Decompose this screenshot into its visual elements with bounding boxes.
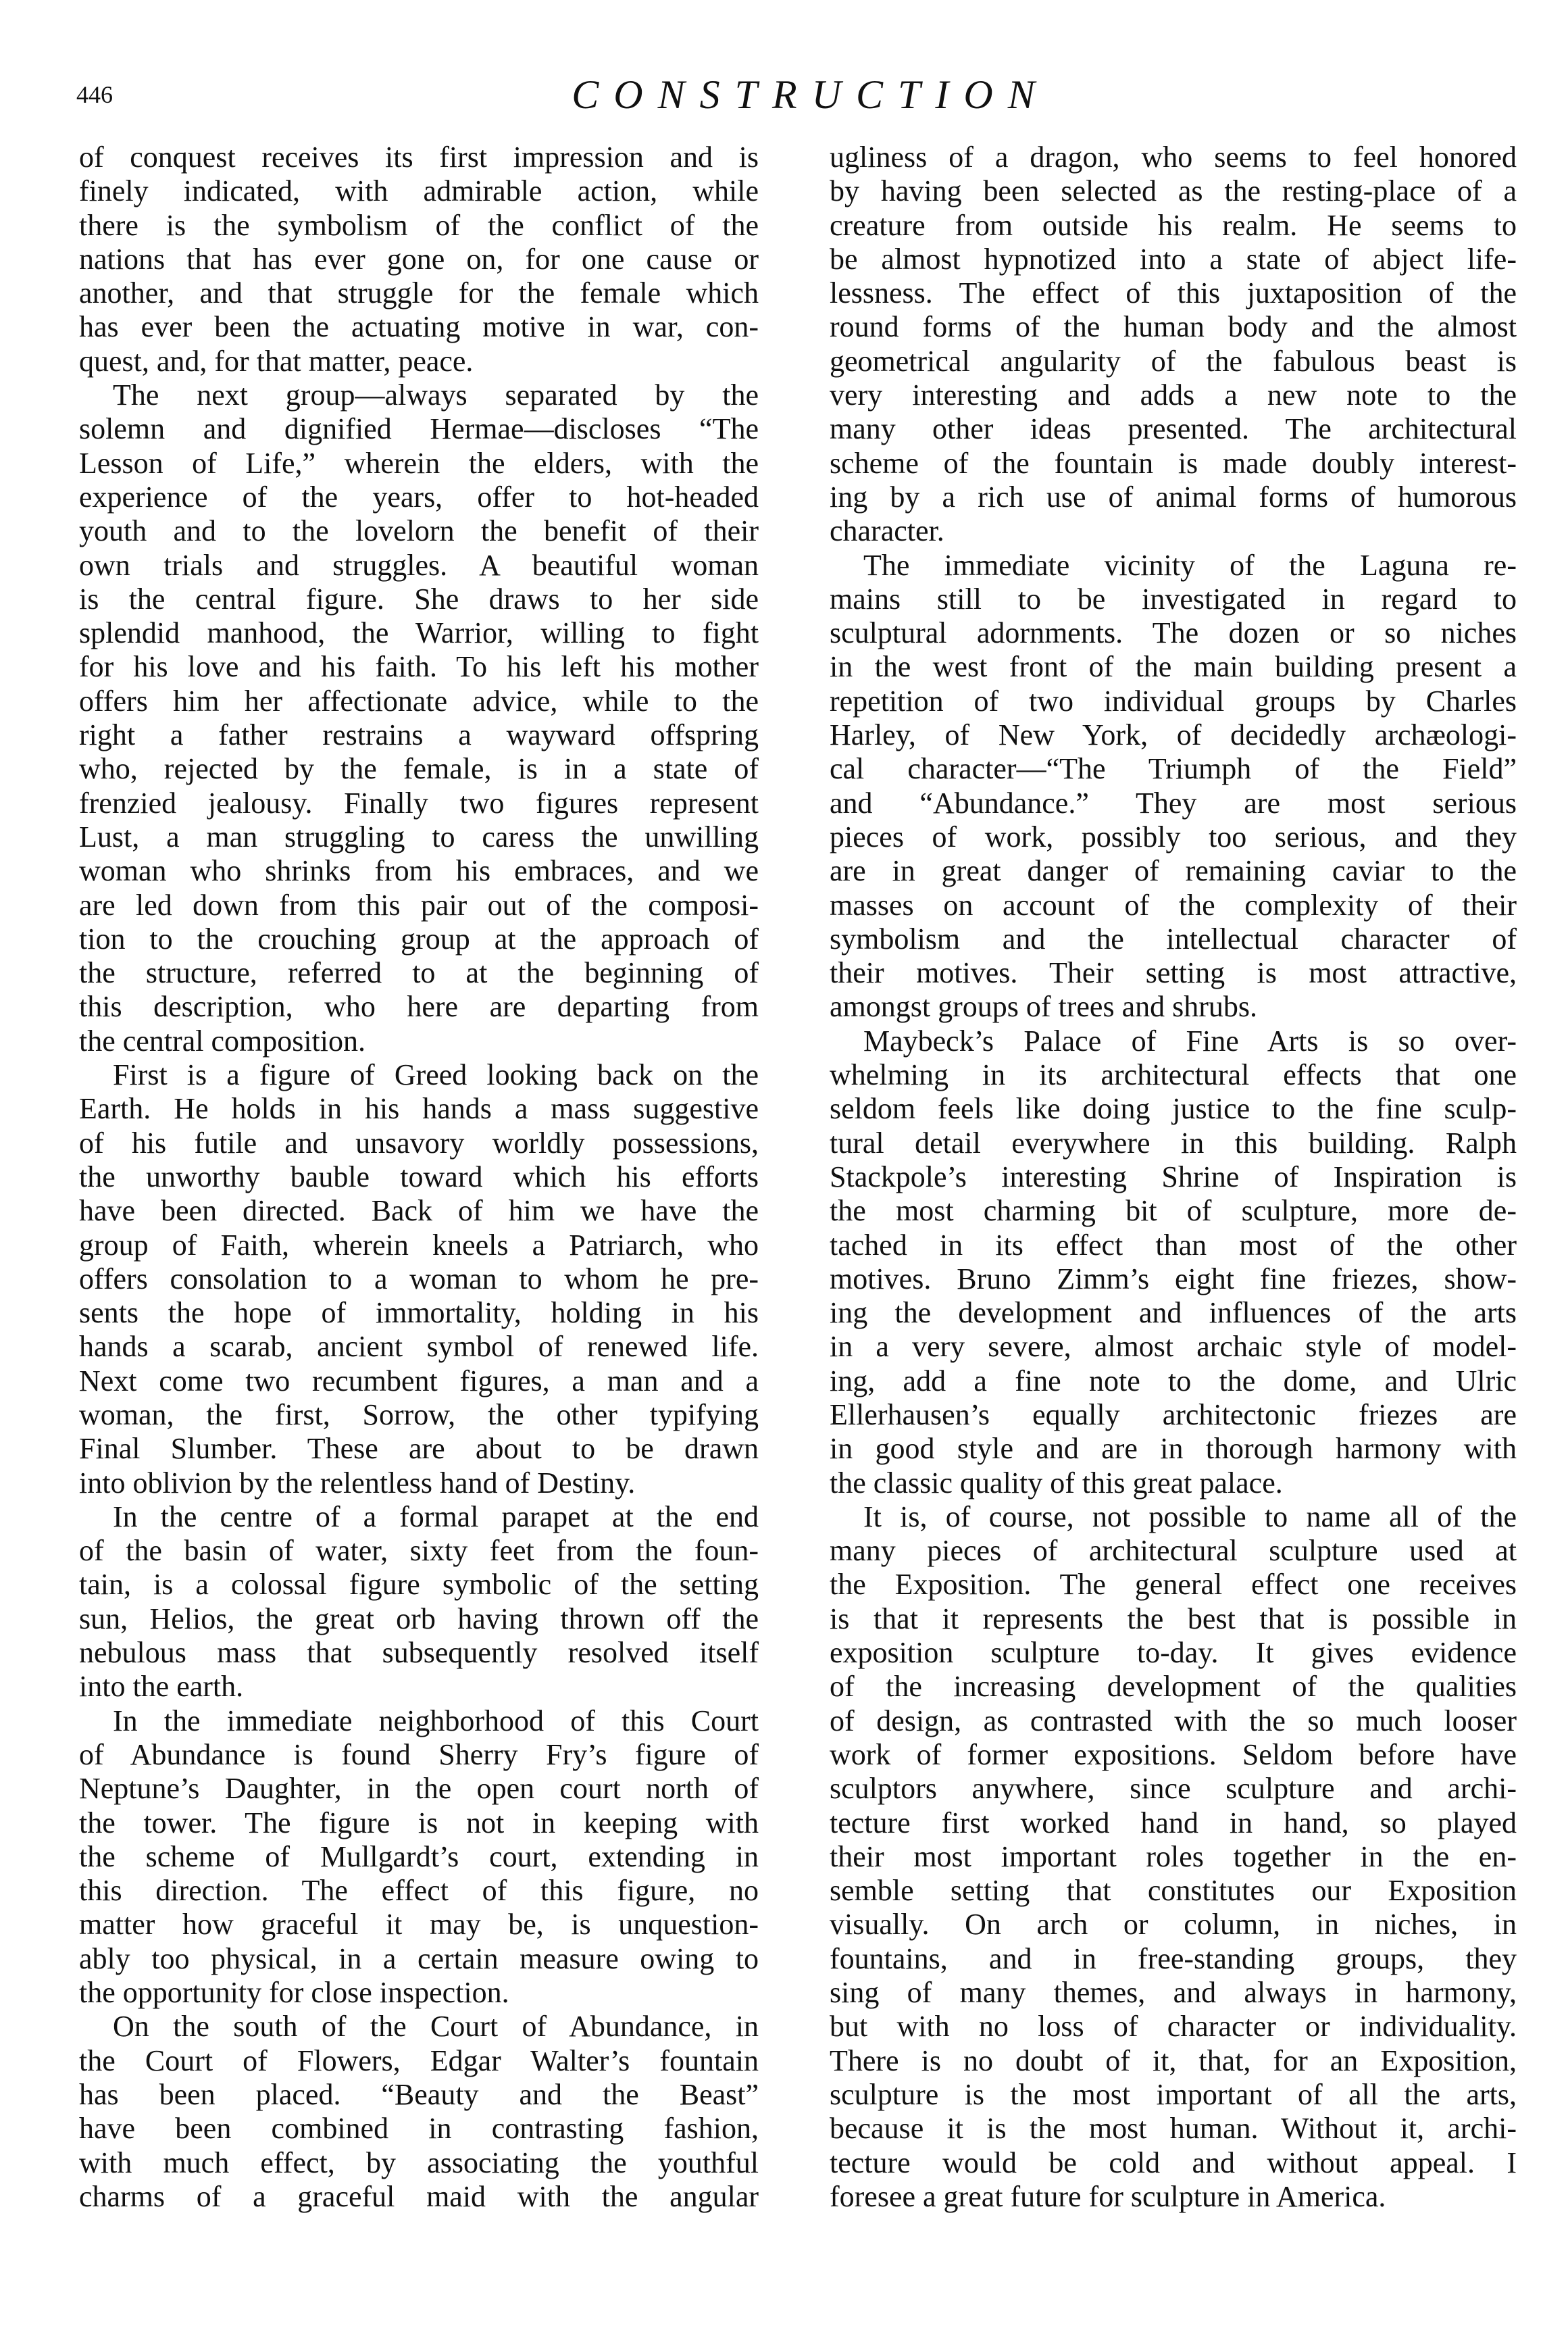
text-line: cal character—“The Triumph of the Field” [830, 752, 1517, 786]
text-line: matter how graceful it may be, is unquestion- [79, 1908, 759, 1941]
text-line: mains still to be investigated in regard to [830, 582, 1517, 616]
paragraph [830, 141, 1517, 549]
text-line: sun, Helios, the great orb having thrown off the [79, 1602, 759, 1635]
text-line: symbolism and the intellectual character of [830, 922, 1517, 956]
text-line: very interesting and adds a new note to the [830, 378, 1517, 412]
text-line: tached in its effect than most of the other [830, 1228, 1517, 1262]
text-line: of the basin of water, sixty feet from the foun- [79, 1534, 759, 1568]
text-line: there is the symbolism of the conflict of the [79, 208, 759, 242]
text-line: ugliness of a dragon, who seems to feel honored [830, 141, 1517, 174]
text-line: ably too physical, in a certain measure owing to [79, 1941, 759, 1975]
text-line: semble setting that constitutes our Exposition [830, 1874, 1517, 1908]
paragraph [830, 1500, 1517, 2214]
text-line: round forms of the human body and the almost [830, 310, 1517, 344]
text-line: is that it represents the best that is possible in [830, 1602, 1517, 1635]
text-line: frenzied jealousy. Finally two figures represent [79, 786, 759, 820]
running-title: CONSTRUCTION [572, 72, 1050, 117]
text-line: sing of many themes, and always in harmony, [830, 1976, 1517, 2010]
text-line: In the immediate neighborhood of this Court [113, 1704, 759, 1737]
text-line: are led down from this pair out of the composi- [79, 888, 759, 922]
text-line: amongst groups of trees and shrubs. [830, 990, 1258, 1024]
text-line: Final Slumber. These are about to be drawn [79, 1432, 759, 1466]
text-line: sents the hope of immortality, holding in his [79, 1296, 759, 1330]
text-line: is the central figure. She draws to her side [79, 582, 759, 616]
text-line: in the west front of the main building present a [830, 650, 1517, 684]
text-line: with much effect, by associating the youthful [79, 2146, 759, 2179]
text-line: Stackpole’s interesting Shrine of Inspiration is [830, 1160, 1517, 1193]
text-line: in a very severe, almost archaic style of model- [830, 1330, 1517, 1364]
text-line: experience of the years, offer to hot-headed [79, 480, 759, 514]
text-line: nebulous mass that subsequently resolved itself [79, 1636, 759, 1670]
text-line: tion to the crouching group at the approach of [79, 922, 759, 956]
text-line: Lesson of Life,” wherein the elders, with the [79, 446, 759, 480]
text-line: character. [830, 514, 944, 548]
text-line: The next group—always separated by the [113, 378, 759, 412]
text-line: the Exposition. The general effect one receives [830, 1568, 1517, 1602]
text-line: Lust, a man struggling to caress the unwilling [79, 820, 759, 853]
text-line: another, and that struggle for the female which [79, 276, 759, 310]
text-line: seldom feels like doing justice to the fine sculp- [830, 1092, 1517, 1126]
text-line: of Abundance is found Sherry Fry’s figure of [79, 1737, 759, 1771]
text-line: The immediate vicinity of the Laguna re- [863, 548, 1517, 582]
text-line: creature from outside his realm. He seems to [830, 208, 1517, 242]
text-line: Harley, of New York, of decidedly archæologi- [830, 718, 1517, 752]
text-line: splendid manhood, the Warrior, willing to fight [79, 616, 759, 650]
text-line: the unworthy bauble toward which his efforts [79, 1160, 759, 1193]
text-line: has ever been the actuating motive in war, con- [79, 310, 759, 344]
paragraph [79, 378, 759, 1058]
text-line: nations that has ever gone on, for one cause or [79, 242, 759, 276]
text-line: whelming in its architectural effects that one [830, 1058, 1517, 1092]
text-line: the structure, referred to at the beginning of [79, 956, 759, 990]
text-line: masses on account of the complexity of their [830, 888, 1517, 922]
text-line: of conquest receives its first impression and is [79, 141, 759, 174]
text-line: many pieces of architectural sculpture used at [830, 1534, 1517, 1568]
text-line: tural detail everywhere in this building. Ralph [830, 1126, 1517, 1160]
text-line: this description, who here are departing from [79, 990, 759, 1024]
text-line: right a father restrains a wayward offspring [79, 718, 759, 752]
text-line: in good style and are in thorough harmony with [830, 1432, 1517, 1466]
text-line: work of former expositions. Seldom before have [830, 1737, 1517, 1771]
text-line: by having been selected as the resting-place of a [830, 174, 1517, 208]
text-line: their motives. Their setting is most attractive, [830, 956, 1517, 990]
text-line: are in great danger of remaining caviar to the [830, 854, 1517, 888]
page-number: 446 [76, 81, 113, 108]
text-line: Next come two recumbent figures, a man and a [79, 1364, 759, 1397]
text-line: woman, the first, Sorrow, the other typifying [79, 1397, 759, 1431]
text-line: many other ideas presented. The architectural [830, 412, 1517, 446]
text-line: group of Faith, wherein kneels a Patriarch, who [79, 1228, 759, 1262]
text-line: of the increasing development of the qualities [830, 1670, 1517, 1704]
text-line: geometrical angularity of the fabulous beast is [830, 344, 1517, 378]
text-line: the opportunity for close inspection. [79, 1976, 509, 2010]
text-line: be almost hypnotized into a state of abject life- [830, 242, 1517, 276]
right-column [830, 141, 1517, 2214]
text-line: own trials and struggles. A beautiful woman [79, 548, 759, 582]
text-line: for his love and his faith. To his left his mother [79, 650, 759, 684]
text-line: It is, of course, not possible to name all of the [863, 1500, 1517, 1533]
text-line: youth and to the lovelorn the benefit of their [79, 514, 759, 548]
text-line: and “Abundance.” They are most serious [830, 786, 1517, 820]
paragraph [79, 141, 759, 378]
text-line: charms of a graceful maid with the angular [79, 2179, 759, 2213]
text-line: hands a scarab, ancient symbol of renewed life. [79, 1330, 759, 1364]
text-line: sculptors anywhere, since sculpture and archi- [830, 1772, 1517, 1806]
text-line: into the earth. [79, 1670, 244, 1704]
left-column [79, 141, 759, 2214]
paragraph [79, 1058, 759, 1500]
text-line: On the south of the Court of Abundance, in [113, 2010, 759, 2044]
text-line: woman who shrinks from his embraces, and we [79, 854, 759, 888]
text-line: repetition of two individual groups by Charles [830, 684, 1517, 718]
text-line: tecture would be cold and without appeal. I [830, 2146, 1517, 2179]
text-line: sculpture is the most important of all the arts, [830, 2077, 1517, 2111]
text-line: ing, add a fine note to the dome, and Ulric [830, 1364, 1517, 1397]
text-line: tecture first worked hand in hand, so played [830, 1806, 1517, 1839]
text-line: There is no doubt of it, that, for an Exposition, [830, 2044, 1517, 2077]
paragraph [830, 1024, 1517, 1500]
text-line: quest, and, for that matter, peace. [79, 344, 474, 378]
text-line: their most important roles together in the en- [830, 1839, 1517, 1873]
text-line: ing the development and influences of the arts [830, 1296, 1517, 1330]
paragraph [79, 1500, 759, 1704]
text-line: have been directed. Back of him we have the [79, 1194, 759, 1228]
text-line: the classic quality of this great palace. [830, 1466, 1283, 1500]
text-line: the tower. The figure is not in keeping with [79, 1806, 759, 1839]
text-line: into oblivion by the relentless hand of Destiny. [79, 1466, 636, 1500]
text-line: foresee a great future for sculpture in America. [830, 2179, 1386, 2213]
text-line: Earth. He holds in his hands a mass suggestive [79, 1092, 759, 1126]
paragraph [79, 2010, 759, 2214]
text-line: the scheme of Mullgardt’s court, extending in [79, 1839, 759, 1873]
text-line: Maybeck’s Palace of Fine Arts is so over- [863, 1024, 1517, 1058]
text-line: Neptune’s Daughter, in the open court north of [79, 1772, 759, 1806]
text-line: offers him her affectionate advice, while to the [79, 684, 759, 718]
text-line: this direction. The effect of this figure, no [79, 1874, 759, 1908]
text-line: solemn and dignified Hermae—discloses “The [79, 412, 759, 446]
text-line: but with no loss of character or individuality. [830, 2010, 1517, 2044]
text-line: First is a figure of Greed looking back on the [113, 1058, 759, 1092]
text-line: of design, as contrasted with the so much looser [830, 1704, 1517, 1737]
paragraph [830, 549, 1517, 1024]
text-line: fountains, and in free-standing groups, they [830, 1941, 1517, 1975]
text-line: who, rejected by the female, is in a state of [79, 752, 759, 786]
text-line: finely indicated, with admirable action, while [79, 174, 759, 208]
text-line: have been combined in contrasting fashion, [79, 2112, 759, 2146]
text-line: the most charming bit of sculpture, more de- [830, 1194, 1517, 1228]
text-line: tain, is a colossal figure symbolic of the setting [79, 1568, 759, 1602]
paragraph [79, 1704, 759, 2010]
text-line: the Court of Flowers, Edgar Walter’s fountain [79, 2044, 759, 2077]
text-line: In the centre of a formal parapet at the end [113, 1500, 759, 1533]
text-line: exposition sculpture to-day. It gives evidence [830, 1636, 1517, 1670]
text-line: visually. On arch or column, in niches, in [830, 1908, 1517, 1941]
text-line: sculptural adornments. The dozen or so niches [830, 616, 1517, 650]
text-line: Ellerhausen’s equally architectonic friezes are [830, 1397, 1517, 1431]
text-line: of his futile and unsavory worldly possessions, [79, 1126, 759, 1160]
text-line: pieces of work, possibly too serious, and they [830, 820, 1517, 853]
text-line: scheme of the fountain is made doubly interest- [830, 446, 1517, 480]
text-line: because it is the most human. Without it, archi- [830, 2112, 1517, 2146]
text-line: lessness. The effect of this juxtaposition of the [830, 276, 1517, 310]
text-line: has been placed. “Beauty and the Beast” [79, 2077, 759, 2111]
text-line: offers consolation to a woman to whom he pre- [79, 1262, 759, 1295]
text-line: ing by a rich use of animal forms of humorous [830, 480, 1517, 514]
text-line: the central composition. [79, 1024, 365, 1058]
text-line: motives. Bruno Zimm’s eight fine friezes, show- [830, 1262, 1517, 1295]
